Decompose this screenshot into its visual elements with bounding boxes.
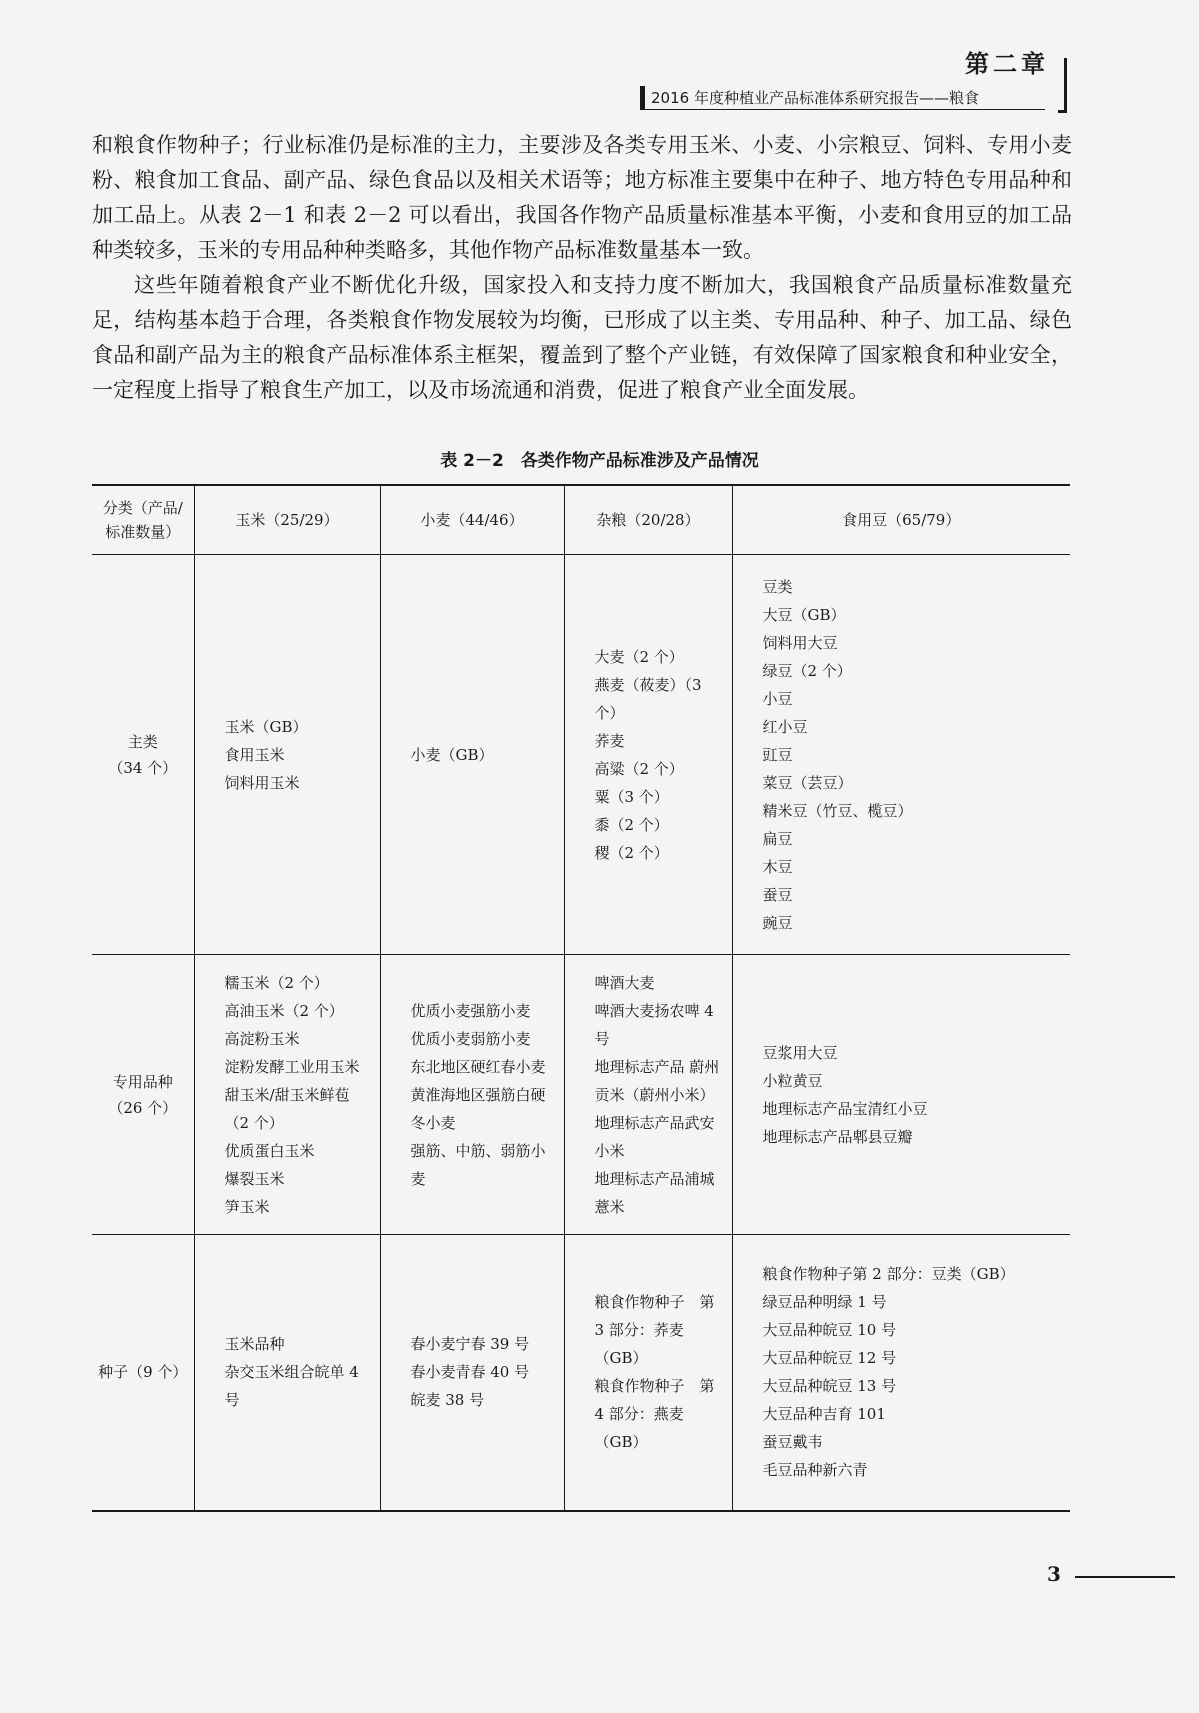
list-item: 绿豆（2 个）: [762, 661, 852, 680]
cell-corn: [194, 955, 380, 1235]
list-item: 饲料用玉米: [224, 773, 300, 792]
list-item: 大豆品种皖豆 13 号: [762, 1377, 897, 1396]
list-item: 饲料用大豆: [762, 633, 838, 652]
list-item: 粮食作物种子 第 3 部分：荞麦（GB）: [594, 1293, 715, 1368]
cell-beans: [732, 955, 1070, 1235]
cell-beans: [732, 555, 1070, 955]
table-row: [92, 955, 1070, 1235]
cell-grains: [564, 955, 732, 1235]
row-category: [92, 955, 194, 1235]
list-item: 高油玉米（2 个）: [224, 1001, 344, 1020]
list-item: 高淀粉玉米: [224, 1029, 300, 1048]
list-item: 毛豆品种新六青: [762, 1461, 868, 1480]
paragraph-2: 这些年随着粮食产业不断优化升级，国家投入和支持力度不断加大，我国粮食产品质量标准数量充足，结构基本趋于合理，各类粮食作物发展较为均衡，已形成了以主类、专用品种、种子、加工品、绿色食品和副产品为主的粮食产品标准体系主框架，覆盖到了整个产业链，有效保障了国家粮食和种业安全，一定程度上指导了粮食生产加工，以及市场流通和消费，促进了粮食产业全面发展。: [92, 273, 1072, 402]
list-item: 糯玉米（2 个）: [224, 973, 329, 992]
cell-wheat: [380, 955, 564, 1235]
list-item: 食用玉米: [224, 745, 285, 764]
page-number: 3: [1047, 1562, 1061, 1586]
list-item: 粮食作物种子 第 4 部分：燕麦（GB）: [594, 1377, 715, 1452]
header-corn: 玉米（25/29）: [194, 485, 380, 555]
header-bracket: [1058, 58, 1067, 113]
list-item: 优质小麦弱筋小麦: [410, 1029, 531, 1048]
table-caption: 表 2－2 各类作物产品标准涉及产品情况: [440, 451, 759, 471]
list-item: 啤酒大麦扬农啤 4 号: [594, 1001, 714, 1048]
list-item: 啤酒大麦: [594, 973, 655, 992]
table-row: [92, 555, 1070, 955]
cell-grains: [564, 1235, 732, 1511]
list-item: 大豆品种皖豆 12 号: [762, 1349, 897, 1368]
list-item: 绿豆品种明绿 1 号: [762, 1293, 887, 1312]
list-item: 稷（2 个）: [594, 843, 669, 862]
list-item: 豆浆用大豆: [762, 1043, 838, 1062]
header-category: 分类（产品/标准数量）: [92, 485, 194, 555]
paragraph-1: 和粮食作物种子；行业标准仍是标准的主力，主要涉及各类专用玉米、小麦、小宗粮豆、饲料、专用小麦粉、粮食加工食品、副产品、绿色食品以及相关术语等；地方标准主要集中在种子、地方特色专用品种和加工品上。从表 2－1 和表 2－2 可以看出，我国各作物产品质量标准基本平衡，小麦和食用豆的加工品种类较多，玉米的专用品种种类略多，其他作物产品标准数量基本一致。: [92, 133, 1072, 262]
list-item: 荞麦: [594, 731, 625, 750]
category-label: 种子（9 个）: [98, 1363, 188, 1382]
category-label: 主类: [127, 732, 158, 751]
list-item: 春小麦青春 40 号: [410, 1363, 530, 1382]
list-item: 粟（3 个）: [594, 787, 669, 806]
cell-beans: [732, 1235, 1070, 1511]
chapter-label: 第二章: [965, 49, 1049, 78]
list-item: 燕麦（莜麦）（3 个）: [594, 675, 702, 722]
list-item: 杂交玉米组合皖单 4 号: [224, 1363, 359, 1410]
cell-corn: [194, 1235, 380, 1511]
list-item: 大豆品种皖豆 10 号: [762, 1321, 897, 1340]
crop-standards-table: [92, 484, 1070, 1512]
cell-grains: [564, 555, 732, 955]
list-item: 爆裂玉米: [224, 1169, 285, 1188]
list-item: 优质小麦强筋小麦: [410, 1001, 531, 1020]
list-item: 精米豆（竹豆、榄豆）: [762, 801, 913, 820]
list-item: 小粒黄豆: [762, 1071, 823, 1090]
list-item: 豇豆: [762, 745, 793, 764]
list-item: 大麦（2 个）: [594, 647, 684, 666]
cell-corn: [194, 555, 380, 955]
table-row: [92, 1235, 1070, 1511]
list-item: 春小麦宁春 39 号: [410, 1335, 530, 1354]
list-item: 豆类: [762, 577, 793, 596]
list-item: 笋玉米: [224, 1197, 270, 1216]
header-wheat: 小麦（44/46）: [380, 485, 564, 555]
list-item: 红小豆: [762, 717, 808, 736]
list-item: 黄淮海地区强筋白硬冬小麦: [410, 1085, 546, 1132]
list-item: 大豆（GB）: [762, 605, 846, 624]
header-beans: 食用豆（65/79）: [732, 485, 1070, 555]
list-item: 玉米品种: [224, 1335, 285, 1354]
cell-wheat: [380, 555, 564, 955]
list-item: 地理标志产品浦城薏米: [594, 1169, 715, 1216]
list-item: 淀粉发酵工业用玉米: [224, 1057, 360, 1076]
list-item: 甜玉米/甜玉米鲜苞（2 个）: [224, 1085, 350, 1132]
list-item: 皖麦 38 号: [410, 1391, 485, 1410]
list-item: 地理标志产品郫县豆瓣: [762, 1127, 913, 1146]
cell-wheat: [380, 1235, 564, 1511]
list-item: 高粱（2 个）: [594, 759, 684, 778]
list-item: 玉米（GB）: [224, 717, 308, 736]
list-item: 小麦（GB）: [410, 745, 494, 764]
list-item: 菜豆（芸豆）: [762, 773, 853, 792]
list-item: 地理标志产品武安小米: [594, 1113, 715, 1160]
list-item: 地理标志产品宝清红小豆: [762, 1099, 928, 1118]
list-item: 豌豆: [762, 913, 793, 932]
list-item: 小豆: [762, 689, 793, 708]
list-item: 优质蛋白玉米: [224, 1141, 315, 1160]
category-count: （34 个）: [108, 758, 178, 777]
category-count: （26 个）: [108, 1098, 178, 1117]
list-item: 扁豆: [762, 829, 793, 848]
row-category: [92, 555, 194, 955]
list-item: 强筋、中筋、弱筋小麦: [410, 1141, 546, 1188]
list-item: 大豆品种吉育 101: [762, 1405, 886, 1424]
list-item: 蚕豆戴韦: [762, 1433, 823, 1452]
list-item: 东北地区硬红春小麦: [410, 1057, 546, 1076]
row-category: [92, 1235, 194, 1511]
footer-rule: [1075, 1576, 1175, 1578]
list-item: 木豆: [762, 857, 793, 876]
category-label: 专用品种: [112, 1072, 173, 1091]
list-item: 地理标志产品 蔚州贡米（蔚州小米）: [594, 1057, 720, 1104]
running-header: 2016 年度种植业产品标准体系研究报告——粮食: [640, 86, 1045, 110]
header-grains: 杂粮（20/28）: [564, 485, 732, 555]
list-item: 黍（2 个）: [594, 815, 669, 834]
body-text: [92, 128, 1072, 408]
list-item: 蚕豆: [762, 885, 793, 904]
list-item: 粮食作物种子第 2 部分：豆类（GB）: [762, 1265, 1015, 1284]
